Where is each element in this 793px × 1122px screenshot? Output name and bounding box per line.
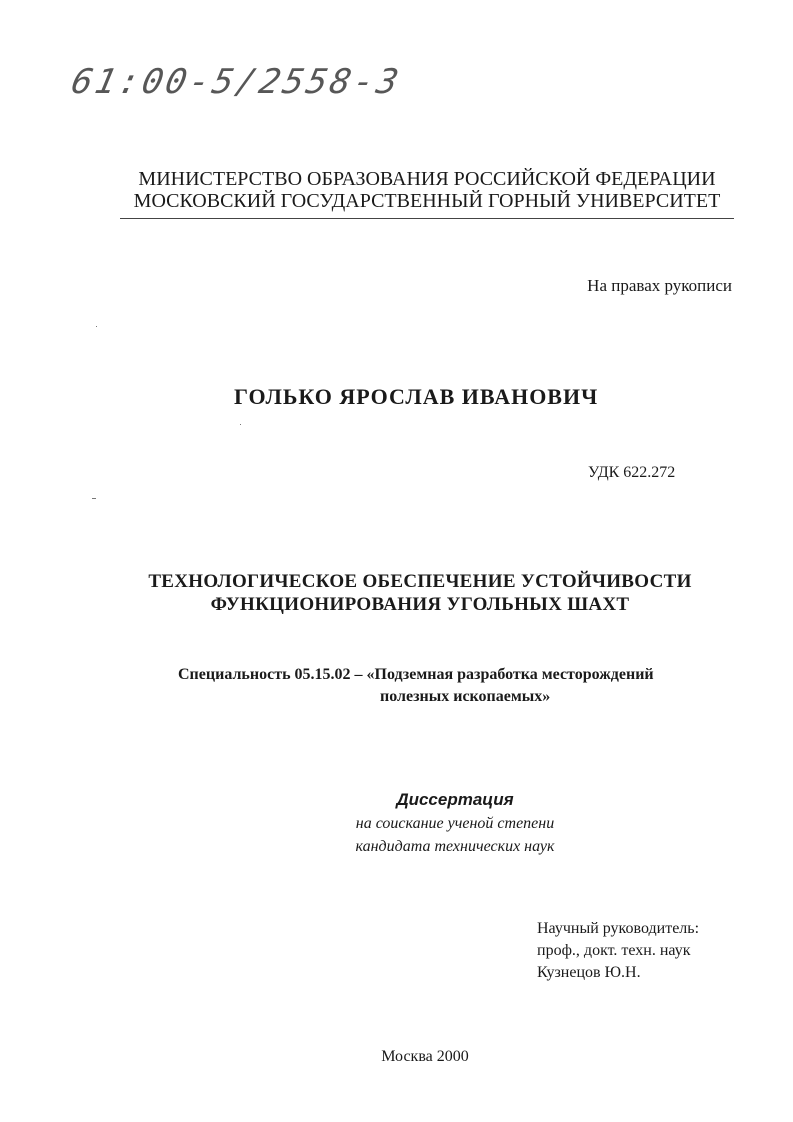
specialty-line-2: полезных ископаемых» bbox=[380, 688, 551, 705]
supervisor-name: Кузнецов Ю.Н. bbox=[537, 964, 641, 981]
ministry-line: МИНИСТЕРСТВО ОБРАЗОВАНИЯ РОССИЙСКОЙ ФЕДЕРАЦИИ bbox=[138, 168, 716, 190]
author-name: ГОЛЬКО ЯРОСЛАВ ИВАНОВИЧ bbox=[234, 384, 599, 409]
degree-line-1: на соискание ученой степени bbox=[355, 815, 555, 832]
header-divider bbox=[120, 218, 734, 219]
specialty-line-1: Специальность 05.15.02 – «Подземная разработка месторождений bbox=[178, 666, 654, 683]
scan-speck bbox=[92, 498, 96, 499]
dissertation-heading: Диссертация bbox=[396, 790, 514, 809]
scan-speck bbox=[240, 424, 241, 425]
specialty bbox=[178, 664, 654, 708]
dissertation-block bbox=[330, 788, 580, 858]
dissertation-title bbox=[60, 570, 780, 616]
udk-code: УДК 622.272 bbox=[588, 464, 676, 481]
city-year: Москва 2000 bbox=[381, 1048, 469, 1065]
institution-header bbox=[120, 168, 734, 212]
archive-stamp: 61:00-5/2558-3 bbox=[67, 62, 405, 102]
title-line-2: ФУНКЦИОНИРОВАНИЯ УГОЛЬНЫХ ШАХТ bbox=[210, 594, 630, 615]
supervisor-block bbox=[537, 918, 699, 984]
supervisor-label: Научный руководитель: bbox=[537, 920, 700, 937]
title-line-1: ТЕХНОЛОГИЧЕСКОЕ ОБЕСПЕЧЕНИЕ УСТОЙЧИВОСТИ bbox=[148, 571, 692, 592]
manuscript-rights-note: На правах рукописи bbox=[587, 276, 732, 295]
supervisor-degree: проф., докт. техн. наук bbox=[537, 942, 691, 959]
degree-line-2: кандидата технических наук bbox=[355, 838, 555, 855]
scan-speck bbox=[96, 326, 97, 327]
university-line: МОСКОВСКИЙ ГОСУДАРСТВЕННЫЙ ГОРНЫЙ УНИВЕРСИТЕТ bbox=[133, 190, 721, 212]
